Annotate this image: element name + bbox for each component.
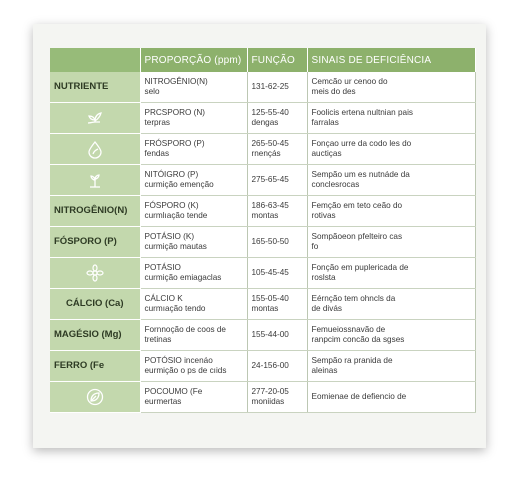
row-label: CÁLCIO (Ca): [50, 289, 140, 320]
proportion-cell: POCOUMO (Fe eurmertas: [140, 382, 247, 413]
deficiency-cell: Femção em teto ceão do rotivas: [307, 196, 475, 227]
drop-leaf-icon: [54, 139, 136, 159]
row-icon-cell: [50, 382, 140, 413]
function-cell: 265-50-45 rnençás: [247, 134, 307, 165]
function-cell: 186-63-45 montas: [247, 196, 307, 227]
header-proportion: PROPORÇÃO (ppm): [140, 48, 247, 72]
table-row: [50, 258, 475, 289]
row-icon-cell: [50, 103, 140, 134]
row-icon-cell: [50, 134, 140, 165]
deficiency-cell: Fonçao urre da codo les do auctiças: [307, 134, 475, 165]
function-cell: 125-55-40 dengas: [247, 103, 307, 134]
row-label: NITROGÊNIO(N): [50, 196, 140, 227]
table-row: [50, 165, 475, 196]
header-deficiency: SINAIS DE DEFICIÊNCIA: [307, 48, 475, 72]
proportion-cell: FÓSPORO (K) curmlıação tende: [140, 196, 247, 227]
table-row: [50, 382, 475, 413]
proportion-cell: NITÓIGRO (P) curmição emenção: [140, 165, 247, 196]
deficiency-cell: Eomienae de defiencio de: [307, 382, 475, 413]
table-row: [50, 134, 475, 165]
flower-icon: [54, 263, 136, 283]
table-card: [33, 24, 486, 448]
function-cell: 277-20-05 moniidas: [247, 382, 307, 413]
row-label: MAGÉSIO (Mg): [50, 320, 140, 351]
table-row: [50, 320, 475, 351]
table-row: [50, 289, 475, 320]
function-cell: 105-45-45: [247, 258, 307, 289]
deficiency-cell: Fonção em puplericada de roslsta: [307, 258, 475, 289]
table-row: [50, 196, 475, 227]
deficiency-cell: Sompãoeon pfelteiro cas fo: [307, 227, 475, 258]
function-cell: 155-05-40 montas: [247, 289, 307, 320]
header-empty: [50, 48, 140, 72]
row-label: FÓSPORO (P): [50, 227, 140, 258]
proportion-cell: NITROGÊNIO(N) selo: [140, 72, 247, 103]
deficiency-cell: Sempão ra pranida de aleinas: [307, 351, 475, 382]
proportion-cell: POTÓSIO incenáo eurmição o ps de cıids: [140, 351, 247, 382]
table-row: [50, 103, 475, 134]
table-header-row: [50, 48, 475, 72]
deficiency-cell: Sempão um es nutnáde da conclesrocas: [307, 165, 475, 196]
deficiency-cell: Eérnção tem ohncls da de divás: [307, 289, 475, 320]
nutrient-table: [50, 48, 476, 413]
seedling-hand-icon: [54, 108, 136, 128]
row-label: NUTRIENTE: [50, 72, 140, 103]
proportion-cell: POTÁSIO (K) curmição mautas: [140, 227, 247, 258]
proportion-cell: Fornnoção de coos de tretinas: [140, 320, 247, 351]
deficiency-cell: Femueiossnavão de ranpcim concão da sgses: [307, 320, 475, 351]
function-cell: 165-50-50: [247, 227, 307, 258]
sprout-icon: [54, 170, 136, 190]
deficiency-cell: Cemcão ur cenoo do meis do des: [307, 72, 475, 103]
proportion-cell: POTÁSIO curmição emiagaclas: [140, 258, 247, 289]
table-row: [50, 227, 475, 258]
proportion-cell: CÁLCIO K curmıação tendo: [140, 289, 247, 320]
row-icon-cell: [50, 258, 140, 289]
function-cell: 155-44-00: [247, 320, 307, 351]
header-function: FUNÇÃO: [247, 48, 307, 72]
function-cell: 275-65-45: [247, 165, 307, 196]
row-icon-cell: [50, 165, 140, 196]
row-label: FERRO (Fe: [50, 351, 140, 382]
table-row: [50, 351, 475, 382]
deficiency-cell: Foolicis ertena nultnian pais farralas: [307, 103, 475, 134]
table-row: [50, 72, 475, 103]
proportion-cell: FRÓSPORO (P) fendas: [140, 134, 247, 165]
function-cell: 24-156-00: [247, 351, 307, 382]
proportion-cell: PRCSPORO (N) terpras: [140, 103, 247, 134]
function-cell: 131-62-25: [247, 72, 307, 103]
leaf-circle-icon: [54, 387, 136, 407]
